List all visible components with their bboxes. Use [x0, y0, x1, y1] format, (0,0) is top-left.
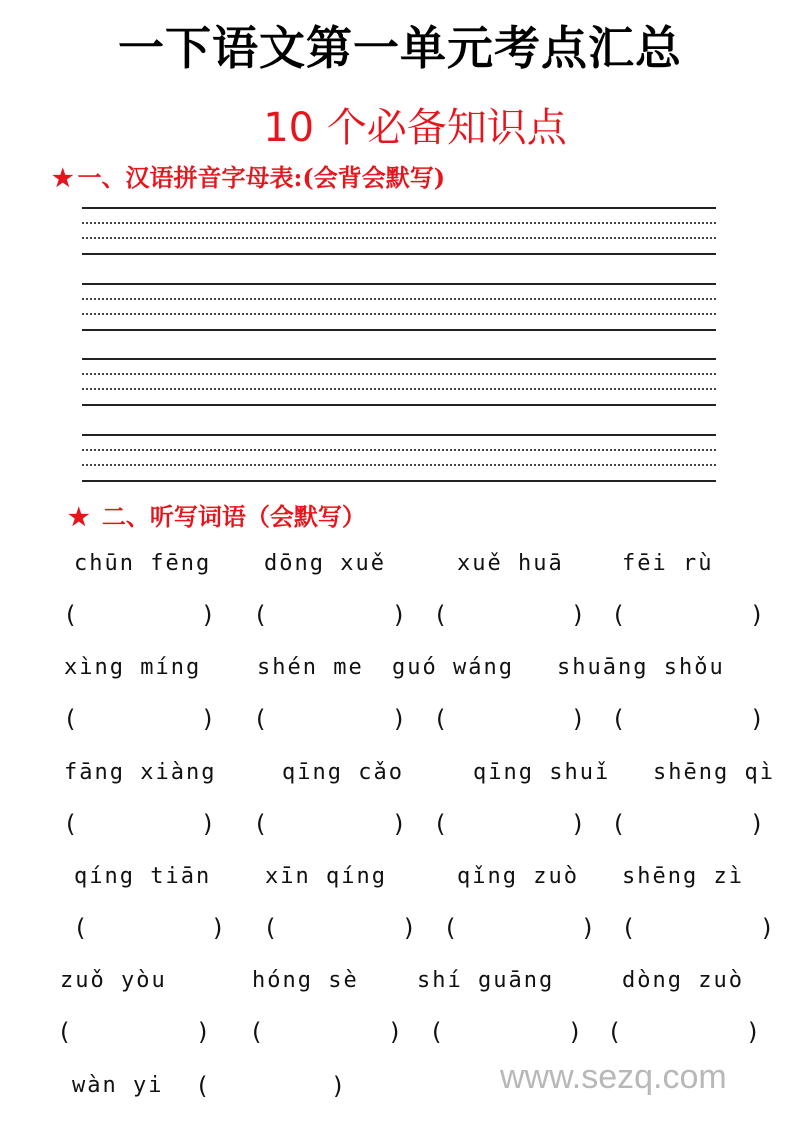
answer-blank-open[interactable]: (: [446, 913, 456, 942]
answer-blank-close[interactable]: ): [394, 705, 404, 734]
answer-blank-close[interactable]: ): [762, 913, 772, 942]
pinyin-word: qīng shuǐ: [473, 759, 611, 785]
pinyin-word: qīng cǎo: [282, 759, 404, 785]
answer-blank-close[interactable]: ): [203, 601, 213, 629]
answer-blank-open[interactable]: (: [198, 1071, 208, 1100]
dotted-line: [82, 237, 716, 239]
answer-blank-open[interactable]: (: [256, 705, 266, 734]
pinyin-line-group[interactable]: [82, 358, 716, 406]
solid-line: [82, 207, 716, 209]
solid-line: [82, 480, 716, 482]
answer-blank-close[interactable]: ): [394, 601, 404, 629]
solid-line: [82, 358, 716, 360]
page-subtitle: 10 个必备知识点: [263, 105, 567, 151]
answer-blank-open[interactable]: (: [76, 913, 86, 942]
section-2-title: 二、听写词语（会默写）: [101, 502, 366, 531]
pinyin-word: dòng zuò: [622, 968, 744, 994]
pinyin-word: dōng xuě: [264, 551, 386, 576]
answer-blank-close[interactable]: ): [748, 1018, 758, 1047]
dotted-line: [82, 222, 716, 224]
pinyin-word: zuǒ yòu: [60, 968, 167, 994]
answer-blank-open[interactable]: (: [436, 809, 446, 838]
pinyin-word: hóng sè: [252, 968, 359, 994]
answer-blank-close[interactable]: ): [213, 913, 223, 942]
answer-blank-close[interactable]: ): [752, 809, 762, 838]
pinyin-word: fāng xiàng: [64, 759, 217, 785]
pinyin-word: fēi rù: [622, 551, 714, 576]
answer-blank-open[interactable]: (: [60, 1018, 70, 1047]
answer-blank-open[interactable]: (: [614, 705, 624, 734]
pinyin-word: xīn qíng: [265, 863, 387, 889]
pinyin-word: chūn fēng: [74, 551, 212, 576]
answer-blank-open[interactable]: (: [256, 809, 266, 838]
dotted-line: [82, 313, 716, 315]
star-icon: ★: [52, 163, 74, 192]
pinyin-word: qíng tiān: [74, 863, 212, 889]
pinyin-word: shuāng shǒu: [557, 655, 725, 681]
pinyin-word: qǐng zuò: [457, 863, 579, 889]
solid-line: [82, 434, 716, 436]
solid-line: [82, 283, 716, 285]
answer-blank-close[interactable]: ): [573, 809, 583, 838]
pinyin-line-group[interactable]: [82, 434, 716, 482]
answer-blank-close[interactable]: ): [198, 1018, 208, 1047]
pinyin-word: shén me: [257, 655, 364, 681]
answer-blank-close[interactable]: ): [573, 705, 583, 734]
answer-blank-open[interactable]: (: [610, 1018, 620, 1047]
section-1-heading: [52, 158, 445, 193]
answer-blank-open[interactable]: (: [614, 809, 624, 838]
answer-blank-close[interactable]: ): [390, 1018, 400, 1047]
answer-blank-close[interactable]: ): [583, 913, 593, 942]
pinyin-word: guó wáng: [392, 655, 514, 681]
dotted-line: [82, 298, 716, 300]
pinyin-word: shí guāng: [417, 968, 555, 994]
star-icon: ★: [68, 502, 90, 531]
solid-line: [82, 404, 716, 406]
answer-blank-open[interactable]: (: [256, 601, 266, 629]
pinyin-word: wàn yi: [72, 1072, 164, 1098]
dotted-line: [82, 388, 716, 390]
pinyin-word: shēng qì: [653, 759, 775, 785]
dotted-line: [82, 373, 716, 375]
answer-blank-open[interactable]: (: [624, 913, 634, 942]
pinyin-word: xuě huā: [457, 551, 564, 576]
solid-line: [82, 253, 716, 255]
answer-blank-open[interactable]: (: [66, 809, 76, 838]
answer-blank-close[interactable]: ): [404, 913, 414, 942]
pinyin-word: xìng míng: [64, 655, 202, 681]
pinyin-line-group[interactable]: [82, 283, 716, 331]
pinyin-line-group[interactable]: [82, 207, 716, 255]
answer-blank-open[interactable]: (: [436, 601, 446, 629]
answer-blank-close[interactable]: ): [570, 1018, 580, 1047]
solid-line: [82, 329, 716, 331]
section-1-title: 一、汉语拼音字母表:(会背会默写): [77, 163, 446, 192]
answer-blank-open[interactable]: (: [436, 705, 446, 734]
dotted-line: [82, 464, 716, 466]
answer-blank-open[interactable]: (: [252, 1018, 262, 1047]
pinyin-word: shēng zì: [622, 863, 744, 889]
section-2-heading: [68, 497, 366, 532]
answer-blank-open[interactable]: (: [432, 1018, 442, 1047]
answer-blank-open[interactable]: (: [66, 705, 76, 734]
answer-blank-close[interactable]: ): [752, 705, 762, 734]
answer-blank-close[interactable]: ): [203, 809, 213, 838]
answer-blank-open[interactable]: (: [266, 913, 276, 942]
answer-blank-close[interactable]: ): [752, 601, 762, 629]
answer-blank-close[interactable]: ): [573, 601, 583, 629]
page-title: 一下语文第一单元考点汇总: [118, 21, 682, 75]
answer-blank-close[interactable]: ): [333, 1071, 343, 1100]
answer-blank-open[interactable]: (: [66, 601, 76, 629]
answer-blank-close[interactable]: ): [203, 705, 213, 734]
dotted-line: [82, 449, 716, 451]
watermark: www.sezq.com: [500, 1058, 727, 1096]
answer-blank-close[interactable]: ): [394, 809, 404, 838]
answer-blank-open[interactable]: (: [614, 601, 624, 629]
